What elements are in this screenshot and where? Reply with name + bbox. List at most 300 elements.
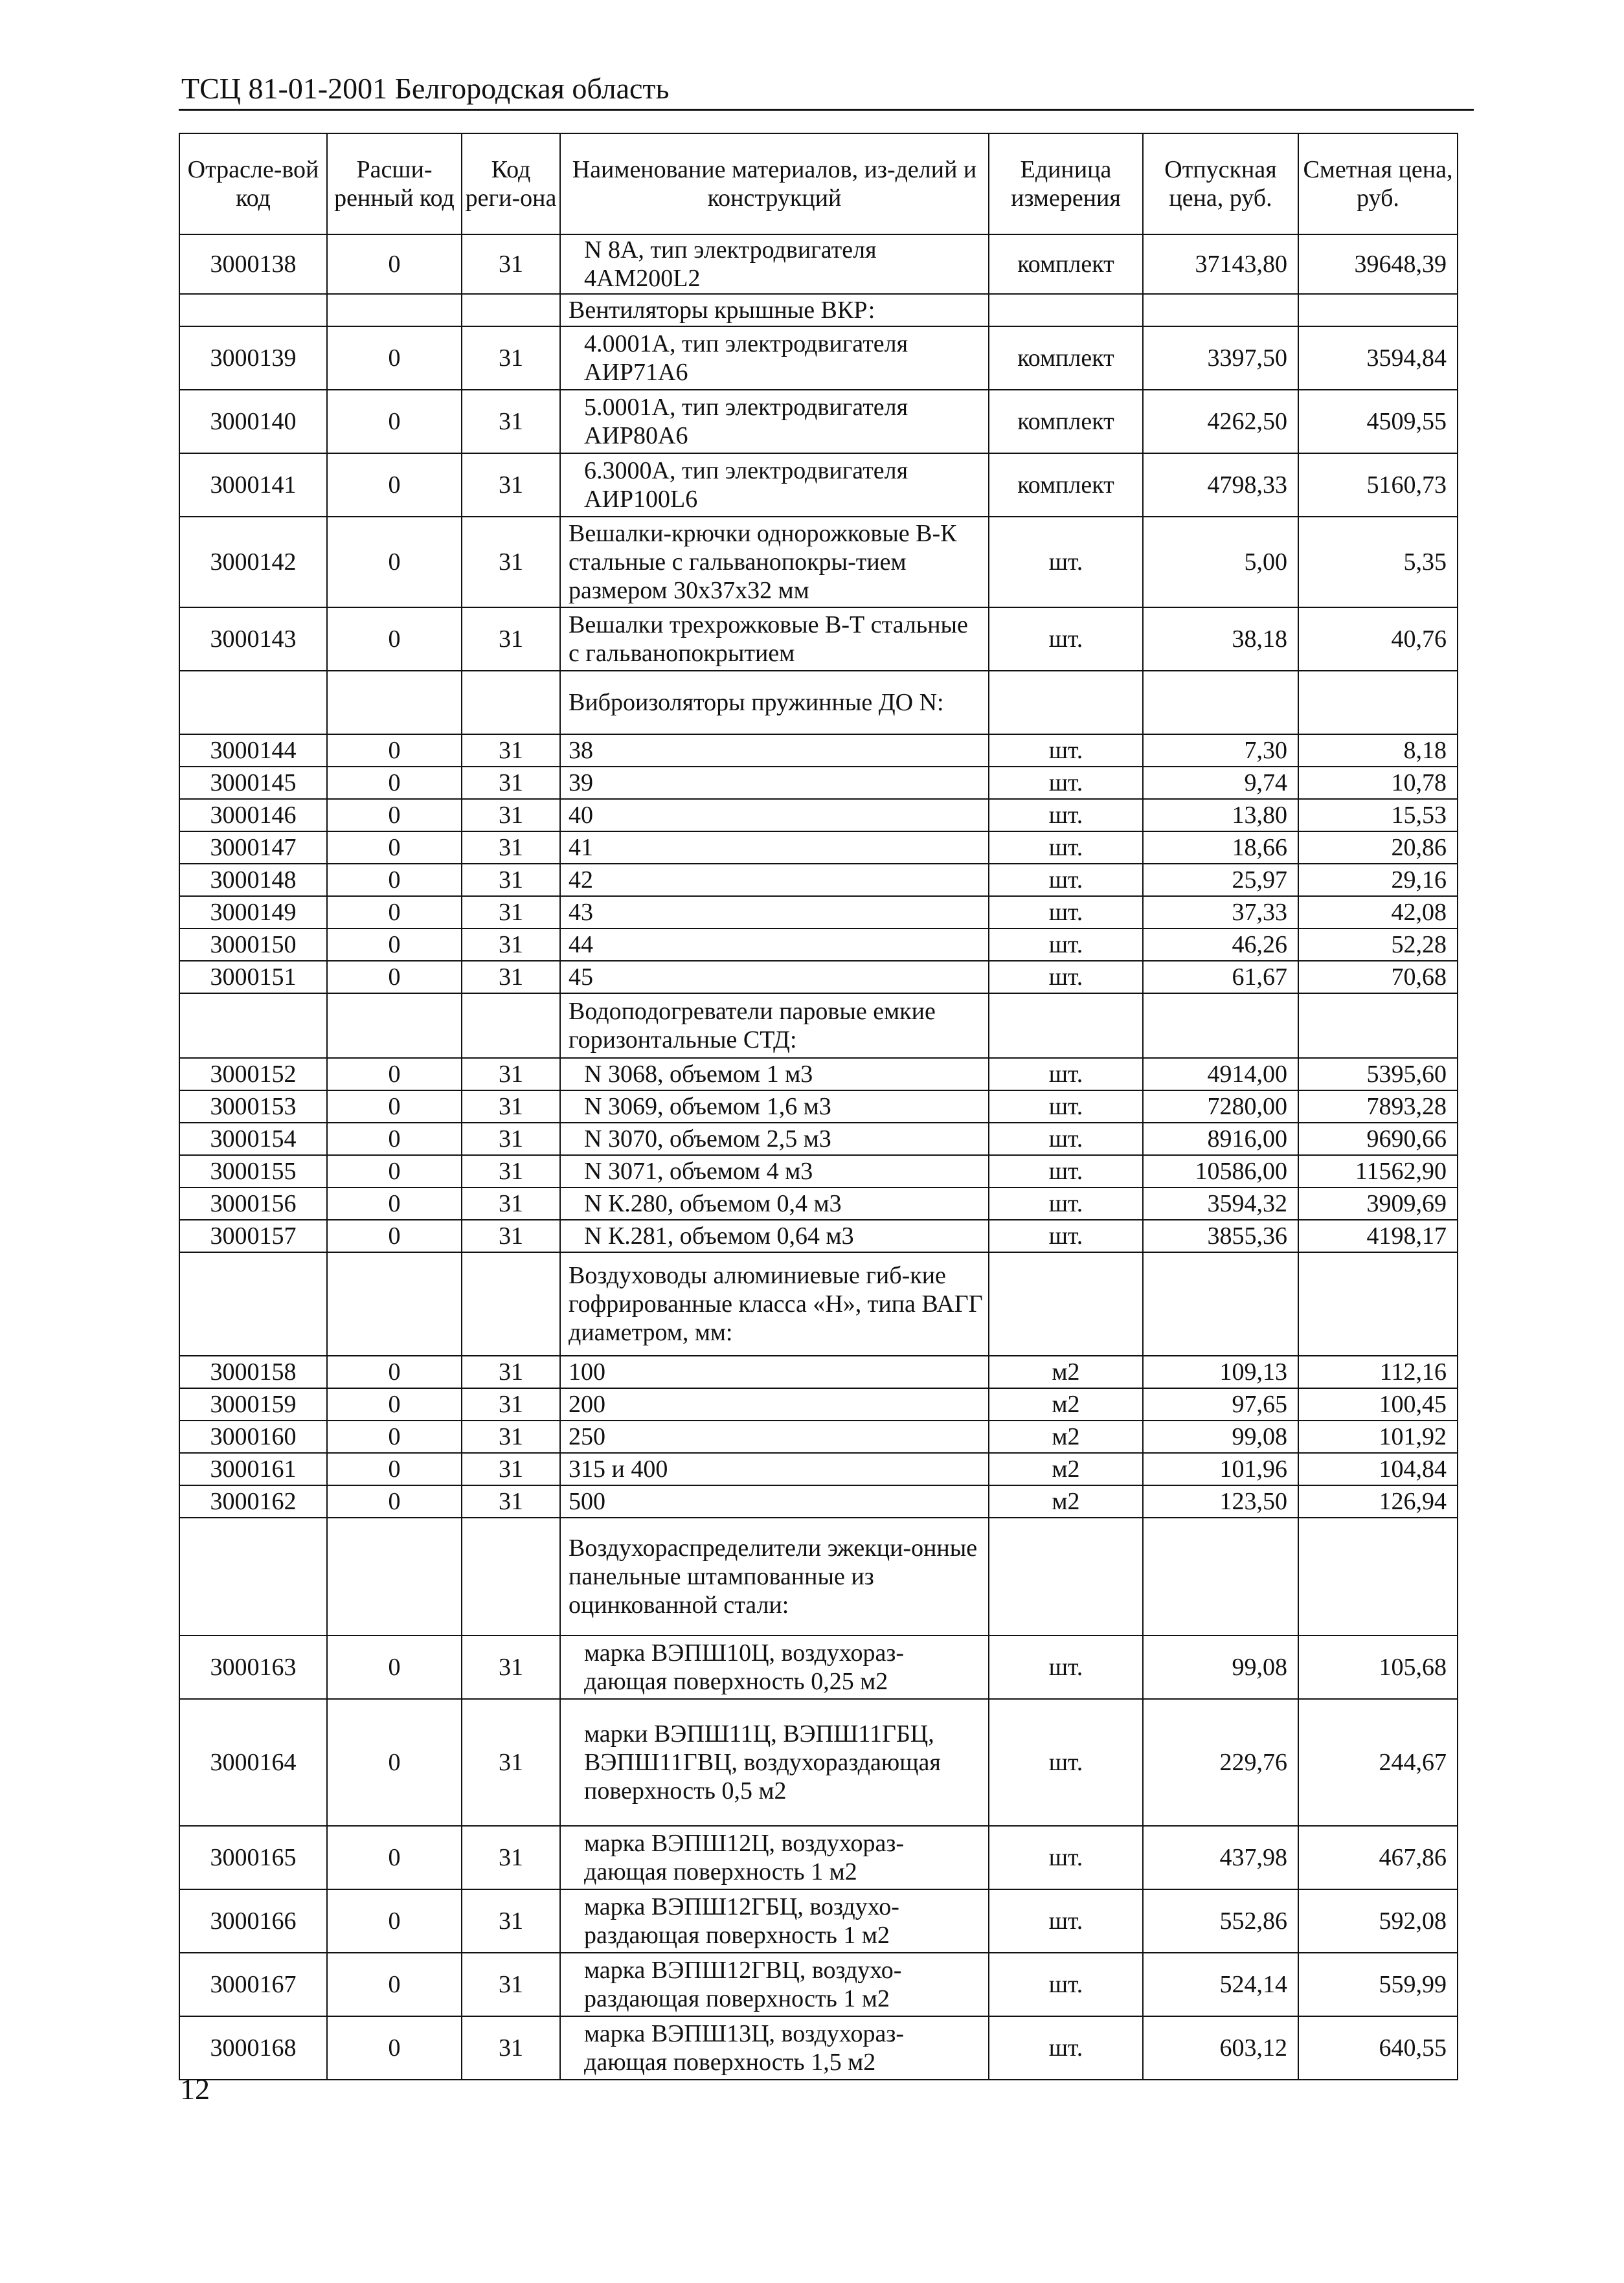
- cell-estimate-price: 3594,84: [1298, 326, 1458, 390]
- cell-name: 38: [560, 734, 989, 767]
- cell-region: 31: [462, 961, 560, 993]
- cell-unit: шт.: [989, 864, 1143, 896]
- cell-ext-code: 0: [327, 1889, 462, 1953]
- cell-release-price: 123,50: [1143, 1485, 1298, 1518]
- cell-release-price: 7,30: [1143, 734, 1298, 767]
- cell-estimate-price: 20,86: [1298, 831, 1458, 864]
- cell-ext-code: 0: [327, 961, 462, 993]
- cell-unit: шт.: [989, 1090, 1143, 1123]
- cell-ext-code: 0: [327, 1953, 462, 2016]
- cell-region: 31: [462, 1485, 560, 1518]
- cell-ext-code: [327, 993, 462, 1058]
- cell-region: 31: [462, 1889, 560, 1953]
- cell-unit: шт.: [989, 1220, 1143, 1252]
- cell-unit: шт.: [989, 1155, 1143, 1187]
- cell-code: 3000143: [179, 607, 327, 671]
- cell-release-price: 603,12: [1143, 2016, 1298, 2080]
- cell-code: 3000144: [179, 734, 327, 767]
- cell-estimate-price: 9690,66: [1298, 1123, 1458, 1155]
- cell-region: 31: [462, 390, 560, 453]
- table-row: [179, 607, 1458, 671]
- cell-estimate-price: 11562,90: [1298, 1155, 1458, 1187]
- cell-unit: комплект: [989, 390, 1143, 453]
- table-row: [179, 1356, 1458, 1388]
- cell-region: 31: [462, 864, 560, 896]
- cell-code: 3000146: [179, 799, 327, 831]
- table-row: [179, 993, 1458, 1058]
- cell-name: N 3069, объемом 1,6 м3: [560, 1090, 989, 1123]
- table-row: [179, 294, 1458, 326]
- table-row: [179, 671, 1458, 734]
- cell-estimate-price: [1298, 671, 1458, 734]
- table-row: [179, 234, 1458, 294]
- cell-code: [179, 294, 327, 326]
- cell-code: 3000147: [179, 831, 327, 864]
- cell-ext-code: 0: [327, 1421, 462, 1453]
- cell-ext-code: 0: [327, 864, 462, 896]
- cell-estimate-price: 112,16: [1298, 1356, 1458, 1388]
- table-row: [179, 390, 1458, 453]
- table-header-row: [179, 133, 1458, 234]
- cell-name: N 8А, тип электродвигателя 4АМ200L2: [560, 234, 989, 294]
- cell-unit: шт.: [989, 1187, 1143, 1220]
- cell-unit: шт.: [989, 928, 1143, 961]
- cell-region: 31: [462, 1453, 560, 1485]
- cell-name: марка ВЭПШ12Ц, воздухораз-дающая поверхность 1 м2: [560, 1826, 989, 1889]
- cell-unit: шт.: [989, 767, 1143, 799]
- cell-release-price: 9,74: [1143, 767, 1298, 799]
- cell-ext-code: 0: [327, 1453, 462, 1485]
- cell-region: [462, 294, 560, 326]
- cell-ext-code: 0: [327, 1155, 462, 1187]
- cell-ext-code: 0: [327, 896, 462, 928]
- cell-code: 3000168: [179, 2016, 327, 2080]
- cell-unit: шт.: [989, 1636, 1143, 1699]
- cell-code: 3000159: [179, 1388, 327, 1421]
- cell-region: 31: [462, 2016, 560, 2080]
- cell-release-price: 46,26: [1143, 928, 1298, 961]
- col-header-code: Отрасле-вой код: [179, 133, 327, 234]
- table-row: [179, 1252, 1458, 1356]
- page-number: 12: [180, 2073, 210, 2106]
- table-row: [179, 799, 1458, 831]
- table-row: [179, 864, 1458, 896]
- cell-code: [179, 993, 327, 1058]
- cell-estimate-price: 5395,60: [1298, 1058, 1458, 1090]
- cell-estimate-price: 5,35: [1298, 517, 1458, 607]
- cell-estimate-price: 39648,39: [1298, 234, 1458, 294]
- header-divider: [179, 109, 1474, 111]
- cell-unit: [989, 1518, 1143, 1636]
- cell-ext-code: 0: [327, 1636, 462, 1699]
- cell-code: 3000145: [179, 767, 327, 799]
- table-row: [179, 961, 1458, 993]
- cell-code: 3000156: [179, 1187, 327, 1220]
- cell-region: 31: [462, 1090, 560, 1123]
- cell-name: 100: [560, 1356, 989, 1388]
- cell-release-price: 3397,50: [1143, 326, 1298, 390]
- cell-release-price: 437,98: [1143, 1826, 1298, 1889]
- table-row: [179, 1155, 1458, 1187]
- cell-code: 3000151: [179, 961, 327, 993]
- col-header-region: Код реги-она: [462, 133, 560, 234]
- cell-unit: шт.: [989, 1889, 1143, 1953]
- cell-estimate-price: 104,84: [1298, 1453, 1458, 1485]
- cell-region: 31: [462, 1155, 560, 1187]
- cell-unit: шт.: [989, 1953, 1143, 2016]
- cell-code: 3000149: [179, 896, 327, 928]
- cell-name: 39: [560, 767, 989, 799]
- cell-unit: шт.: [989, 1058, 1143, 1090]
- cell-ext-code: 0: [327, 2016, 462, 2080]
- cell-name: N 3070, объемом 2,5 м3: [560, 1123, 989, 1155]
- price-table: [179, 133, 1458, 2080]
- cell-region: [462, 1518, 560, 1636]
- table-row: [179, 896, 1458, 928]
- cell-estimate-price: 40,76: [1298, 607, 1458, 671]
- cell-code: 3000158: [179, 1356, 327, 1388]
- cell-release-price: 4262,50: [1143, 390, 1298, 453]
- cell-unit: шт.: [989, 831, 1143, 864]
- cell-code: [179, 671, 327, 734]
- cell-code: 3000162: [179, 1485, 327, 1518]
- cell-unit: [989, 671, 1143, 734]
- cell-code: 3000148: [179, 864, 327, 896]
- cell-code: 3000152: [179, 1058, 327, 1090]
- table-row: [179, 734, 1458, 767]
- table-row: [179, 1953, 1458, 2016]
- cell-code: 3000153: [179, 1090, 327, 1123]
- cell-name: 6.3000А, тип электродвигателя АИР100L6: [560, 453, 989, 517]
- cell-estimate-price: 640,55: [1298, 2016, 1458, 2080]
- cell-name: N К.281, объемом 0,64 м3: [560, 1220, 989, 1252]
- cell-estimate-price: 3909,69: [1298, 1187, 1458, 1220]
- cell-region: 31: [462, 1636, 560, 1699]
- cell-ext-code: 0: [327, 1220, 462, 1252]
- cell-ext-code: 0: [327, 453, 462, 517]
- cell-code: [179, 1518, 327, 1636]
- cell-ext-code: 0: [327, 928, 462, 961]
- cell-ext-code: 0: [327, 517, 462, 607]
- cell-ext-code: 0: [327, 1388, 462, 1421]
- cell-code: 3000150: [179, 928, 327, 961]
- cell-ext-code: 0: [327, 1485, 462, 1518]
- cell-release-price: 552,86: [1143, 1889, 1298, 1953]
- cell-release-price: 37,33: [1143, 896, 1298, 928]
- cell-estimate-price: 29,16: [1298, 864, 1458, 896]
- table-body: [179, 234, 1458, 2080]
- cell-ext-code: [327, 294, 462, 326]
- table-row: [179, 2016, 1458, 2080]
- cell-ext-code: 0: [327, 326, 462, 390]
- cell-ext-code: 0: [327, 1826, 462, 1889]
- cell-code: 3000167: [179, 1953, 327, 2016]
- cell-estimate-price: 467,86: [1298, 1826, 1458, 1889]
- cell-release-price: 4914,00: [1143, 1058, 1298, 1090]
- cell-release-price: 229,76: [1143, 1699, 1298, 1826]
- cell-release-price: [1143, 1518, 1298, 1636]
- cell-region: 31: [462, 1826, 560, 1889]
- cell-ext-code: 0: [327, 234, 462, 294]
- cell-name: марка ВЭПШ13Ц, воздухораз-дающая поверхность 1,5 м2: [560, 2016, 989, 2080]
- cell-region: 31: [462, 1123, 560, 1155]
- cell-release-price: [1143, 671, 1298, 734]
- cell-code: [179, 1252, 327, 1356]
- cell-ext-code: 0: [327, 390, 462, 453]
- cell-name: N К.280, объемом 0,4 м3: [560, 1187, 989, 1220]
- cell-release-price: 25,97: [1143, 864, 1298, 896]
- cell-ext-code: 0: [327, 1699, 462, 1826]
- cell-release-price: 3855,36: [1143, 1220, 1298, 1252]
- cell-name: Воздуховоды алюминиевые гиб-кие гофрированные класса «Н», типа ВАГГ диаметром, мм:: [560, 1252, 989, 1356]
- cell-name: марка ВЭПШ12ГБЦ, воздухо-раздающая поверхность 1 м2: [560, 1889, 989, 1953]
- cell-estimate-price: [1298, 1252, 1458, 1356]
- cell-name: Вентиляторы крышные ВКР:: [560, 294, 989, 326]
- cell-region: 31: [462, 896, 560, 928]
- cell-estimate-price: 244,67: [1298, 1699, 1458, 1826]
- table-row: [179, 831, 1458, 864]
- table-row: [179, 1421, 1458, 1453]
- col-header-ext-code: Расши-ренный код: [327, 133, 462, 234]
- cell-ext-code: [327, 1252, 462, 1356]
- cell-name: Вешалки трехрожковые В-Т стальные с гальванопокрытием: [560, 607, 989, 671]
- cell-unit: шт.: [989, 961, 1143, 993]
- cell-unit: шт.: [989, 607, 1143, 671]
- cell-name: марка ВЭПШ10Ц, воздухораз-дающая поверхность 0,25 м2: [560, 1636, 989, 1699]
- cell-name: марка ВЭПШ12ГВЦ, воздухо-раздающая поверхность 1 м2: [560, 1953, 989, 2016]
- cell-ext-code: [327, 1518, 462, 1636]
- table-row: [179, 1889, 1458, 1953]
- table-row: [179, 1187, 1458, 1220]
- cell-release-price: 61,67: [1143, 961, 1298, 993]
- cell-code: 3000166: [179, 1889, 327, 1953]
- cell-unit: комплект: [989, 234, 1143, 294]
- cell-name: 45: [560, 961, 989, 993]
- cell-code: 3000141: [179, 453, 327, 517]
- page-title: ТСЦ 81-01-2001 Белгородская область: [181, 72, 670, 105]
- cell-release-price: 4798,33: [1143, 453, 1298, 517]
- cell-name: 4.0001А, тип электродвигателя АИР71А6: [560, 326, 989, 390]
- cell-estimate-price: 101,92: [1298, 1421, 1458, 1453]
- cell-release-price: 37143,80: [1143, 234, 1298, 294]
- cell-release-price: 524,14: [1143, 1953, 1298, 2016]
- cell-release-price: 5,00: [1143, 517, 1298, 607]
- cell-unit: шт.: [989, 1826, 1143, 1889]
- cell-region: 31: [462, 453, 560, 517]
- cell-estimate-price: 5160,73: [1298, 453, 1458, 517]
- table-row: [179, 1123, 1458, 1155]
- table-row: [179, 928, 1458, 961]
- cell-estimate-price: 4509,55: [1298, 390, 1458, 453]
- cell-estimate-price: 15,53: [1298, 799, 1458, 831]
- cell-ext-code: [327, 671, 462, 734]
- cell-estimate-price: 592,08: [1298, 1889, 1458, 1953]
- cell-region: 31: [462, 1187, 560, 1220]
- cell-estimate-price: 559,99: [1298, 1953, 1458, 2016]
- cell-code: 3000157: [179, 1220, 327, 1252]
- cell-release-price: [1143, 1252, 1298, 1356]
- cell-unit: шт.: [989, 896, 1143, 928]
- cell-name: 315 и 400: [560, 1453, 989, 1485]
- table-row: [179, 453, 1458, 517]
- cell-release-price: [1143, 294, 1298, 326]
- cell-code: 3000164: [179, 1699, 327, 1826]
- cell-name: 42: [560, 864, 989, 896]
- cell-code: 3000154: [179, 1123, 327, 1155]
- cell-estimate-price: 100,45: [1298, 1388, 1458, 1421]
- cell-estimate-price: [1298, 1518, 1458, 1636]
- col-header-release-price: Отпускная цена, руб.: [1143, 133, 1298, 234]
- cell-region: 31: [462, 928, 560, 961]
- cell-estimate-price: 70,68: [1298, 961, 1458, 993]
- cell-release-price: 10586,00: [1143, 1155, 1298, 1187]
- cell-unit: м2: [989, 1485, 1143, 1518]
- cell-region: 31: [462, 1220, 560, 1252]
- cell-code: 3000142: [179, 517, 327, 607]
- col-header-name: Наименование материалов, из-делий и конструкций: [560, 133, 989, 234]
- cell-code: 3000163: [179, 1636, 327, 1699]
- cell-release-price: 13,80: [1143, 799, 1298, 831]
- table-row: [179, 1826, 1458, 1889]
- cell-release-price: 109,13: [1143, 1356, 1298, 1388]
- cell-name: Вешалки-крючки однорожковые В-К стальные с гальванопокры-тием размером 30х37х32 мм: [560, 517, 989, 607]
- cell-code: 3000138: [179, 234, 327, 294]
- cell-unit: шт.: [989, 734, 1143, 767]
- cell-region: 31: [462, 1388, 560, 1421]
- cell-ext-code: 0: [327, 799, 462, 831]
- cell-name: 40: [560, 799, 989, 831]
- table-row: [179, 1058, 1458, 1090]
- cell-release-price: [1143, 993, 1298, 1058]
- cell-region: [462, 993, 560, 1058]
- cell-unit: комплект: [989, 453, 1143, 517]
- cell-release-price: 38,18: [1143, 607, 1298, 671]
- cell-unit: шт.: [989, 1699, 1143, 1826]
- cell-name: 500: [560, 1485, 989, 1518]
- cell-estimate-price: 8,18: [1298, 734, 1458, 767]
- cell-estimate-price: 105,68: [1298, 1636, 1458, 1699]
- cell-release-price: 8916,00: [1143, 1123, 1298, 1155]
- cell-code: 3000161: [179, 1453, 327, 1485]
- cell-unit: шт.: [989, 1123, 1143, 1155]
- cell-unit: м2: [989, 1453, 1143, 1485]
- cell-region: 31: [462, 767, 560, 799]
- cell-name: Воздухораспределители эжекци-онные панельные штампованные из оцинкованной стали:: [560, 1518, 989, 1636]
- cell-region: 31: [462, 734, 560, 767]
- cell-region: 31: [462, 1953, 560, 2016]
- cell-estimate-price: 52,28: [1298, 928, 1458, 961]
- cell-unit: м2: [989, 1356, 1143, 1388]
- cell-unit: шт.: [989, 517, 1143, 607]
- cell-name: 44: [560, 928, 989, 961]
- cell-name: марки ВЭПШ11Ц, ВЭПШ11ГБЦ, ВЭПШ11ГВЦ, воздухораздающая поверхность 0,5 м2: [560, 1699, 989, 1826]
- cell-ext-code: 0: [327, 1090, 462, 1123]
- cell-estimate-price: [1298, 294, 1458, 326]
- table-row: [179, 326, 1458, 390]
- table-row: [179, 1485, 1458, 1518]
- cell-name: 200: [560, 1388, 989, 1421]
- cell-region: 31: [462, 517, 560, 607]
- cell-release-price: 18,66: [1143, 831, 1298, 864]
- cell-name: 43: [560, 896, 989, 928]
- cell-estimate-price: 7893,28: [1298, 1090, 1458, 1123]
- cell-release-price: 101,96: [1143, 1453, 1298, 1485]
- col-header-unit: Единица измерения: [989, 133, 1143, 234]
- cell-unit: шт.: [989, 799, 1143, 831]
- cell-unit: шт.: [989, 2016, 1143, 2080]
- cell-estimate-price: 10,78: [1298, 767, 1458, 799]
- cell-release-price: 3594,32: [1143, 1187, 1298, 1220]
- cell-code: 3000140: [179, 390, 327, 453]
- table-row: [179, 1388, 1458, 1421]
- cell-region: [462, 671, 560, 734]
- cell-release-price: 7280,00: [1143, 1090, 1298, 1123]
- cell-unit: [989, 993, 1143, 1058]
- cell-region: 31: [462, 1699, 560, 1826]
- table-row: [179, 1636, 1458, 1699]
- cell-ext-code: 0: [327, 734, 462, 767]
- cell-estimate-price: 42,08: [1298, 896, 1458, 928]
- cell-estimate-price: 4198,17: [1298, 1220, 1458, 1252]
- cell-release-price: 99,08: [1143, 1636, 1298, 1699]
- cell-unit: комплект: [989, 326, 1143, 390]
- cell-unit: м2: [989, 1421, 1143, 1453]
- cell-ext-code: 0: [327, 767, 462, 799]
- cell-region: 31: [462, 607, 560, 671]
- cell-region: [462, 1252, 560, 1356]
- cell-release-price: 97,65: [1143, 1388, 1298, 1421]
- cell-code: 3000139: [179, 326, 327, 390]
- table-row: [179, 1220, 1458, 1252]
- cell-name: 41: [560, 831, 989, 864]
- cell-code: 3000165: [179, 1826, 327, 1889]
- cell-region: 31: [462, 326, 560, 390]
- cell-estimate-price: 126,94: [1298, 1485, 1458, 1518]
- cell-region: 31: [462, 234, 560, 294]
- table-row: [179, 767, 1458, 799]
- cell-estimate-price: [1298, 993, 1458, 1058]
- cell-unit: [989, 294, 1143, 326]
- cell-ext-code: 0: [327, 607, 462, 671]
- cell-region: 31: [462, 831, 560, 864]
- table-row: [179, 1699, 1458, 1826]
- table-row: [179, 1453, 1458, 1485]
- cell-region: 31: [462, 799, 560, 831]
- cell-unit: [989, 1252, 1143, 1356]
- cell-region: 31: [462, 1058, 560, 1090]
- table-row: [179, 517, 1458, 607]
- cell-code: 3000160: [179, 1421, 327, 1453]
- col-header-estimate-price: Сметная цена, руб.: [1298, 133, 1458, 234]
- cell-name: 250: [560, 1421, 989, 1453]
- cell-ext-code: 0: [327, 1058, 462, 1090]
- cell-ext-code: 0: [327, 1356, 462, 1388]
- cell-code: 3000155: [179, 1155, 327, 1187]
- cell-ext-code: 0: [327, 1187, 462, 1220]
- cell-region: 31: [462, 1356, 560, 1388]
- cell-ext-code: 0: [327, 831, 462, 864]
- cell-name: Виброизоляторы пружинные ДО N:: [560, 671, 989, 734]
- cell-region: 31: [462, 1421, 560, 1453]
- cell-name: 5.0001А, тип электродвигателя АИР80А6: [560, 390, 989, 453]
- cell-name: Водоподогреватели паровые емкие горизонтальные СТД:: [560, 993, 989, 1058]
- table-row: [179, 1518, 1458, 1636]
- cell-unit: м2: [989, 1388, 1143, 1421]
- cell-release-price: 99,08: [1143, 1421, 1298, 1453]
- cell-name: N 3071, объемом 4 м3: [560, 1155, 989, 1187]
- cell-ext-code: 0: [327, 1123, 462, 1155]
- table-row: [179, 1090, 1458, 1123]
